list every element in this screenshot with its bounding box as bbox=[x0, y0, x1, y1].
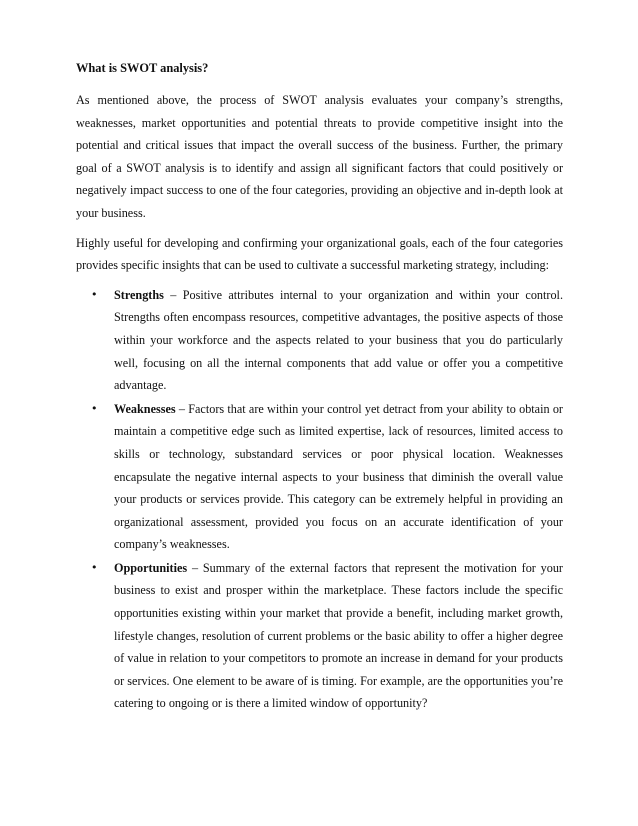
term-weaknesses: Weaknesses bbox=[114, 401, 176, 416]
description-weaknesses: – Factors that are within your control yet detract from your ability to obtain or maintain a competitive edge such as limited expertise, lack of resources, limited access to skills or technology, substandard services or poor physical location. Weaknesses encapsulate the negative internal aspects to your business that diminish the overall value your products or services provide. This category can be extremely helpful in providing an organizational assessment, provided you focus on an accurate identification of your company’s weaknesses. bbox=[114, 401, 563, 552]
categories-paragraph: Highly useful for developing and confirming your organizational goals, each of the four categories provides specific insights that can be used to cultivate a successful marketing strategy, including: bbox=[76, 235, 563, 273]
list-item-strengths bbox=[76, 284, 563, 397]
swot-category-list bbox=[76, 284, 563, 715]
list-item-weaknesses bbox=[76, 398, 563, 556]
bullet-icon: • bbox=[91, 287, 98, 301]
section-heading: What is SWOT analysis? bbox=[76, 61, 209, 75]
list-item-opportunities bbox=[76, 557, 563, 715]
document-page bbox=[76, 60, 563, 716]
term-opportunities: Opportunities bbox=[114, 560, 188, 575]
term-strengths: Strengths bbox=[114, 287, 164, 302]
description-opportunities: – Summary of the external factors that represent the motivation for your business to exist and prosper within the marketplace. These factors include the specific opportunities existing within your market that provide a benefit, including market growth, lifestyle changes, resolution of current problems or the basic ability to offer a higher degree of value in relation to your competitors to promote an increase in demand for your products or services. One element to be aware of is timing. For example, are the opportunities you’re catering to ongoing or is there a limited window of opportunity? bbox=[114, 560, 563, 711]
bullet-icon: • bbox=[91, 401, 98, 415]
description-strengths: – Positive attributes internal to your organization and within your control. Strengths often encompass resources, competitive advantages, the positive aspects of those within your workforce and the aspects related to your business that you do particularly well, focusing on all the internal components that add value or offer you a competitive advantage. bbox=[114, 287, 563, 393]
intro-paragraph: As mentioned above, the process of SWOT analysis evaluates your company’s strengths, weaknesses, market opportunities and potential threats to provide competitive insight into the potential and critical issues that impact the overall success of the business. Further, the primary goal of a SWOT analysis is to identify and assign all significant factors that could positively or negatively impact success to one of the four categories, providing an objective and in-depth look at your business. bbox=[76, 93, 563, 220]
bullet-icon: • bbox=[91, 560, 98, 574]
